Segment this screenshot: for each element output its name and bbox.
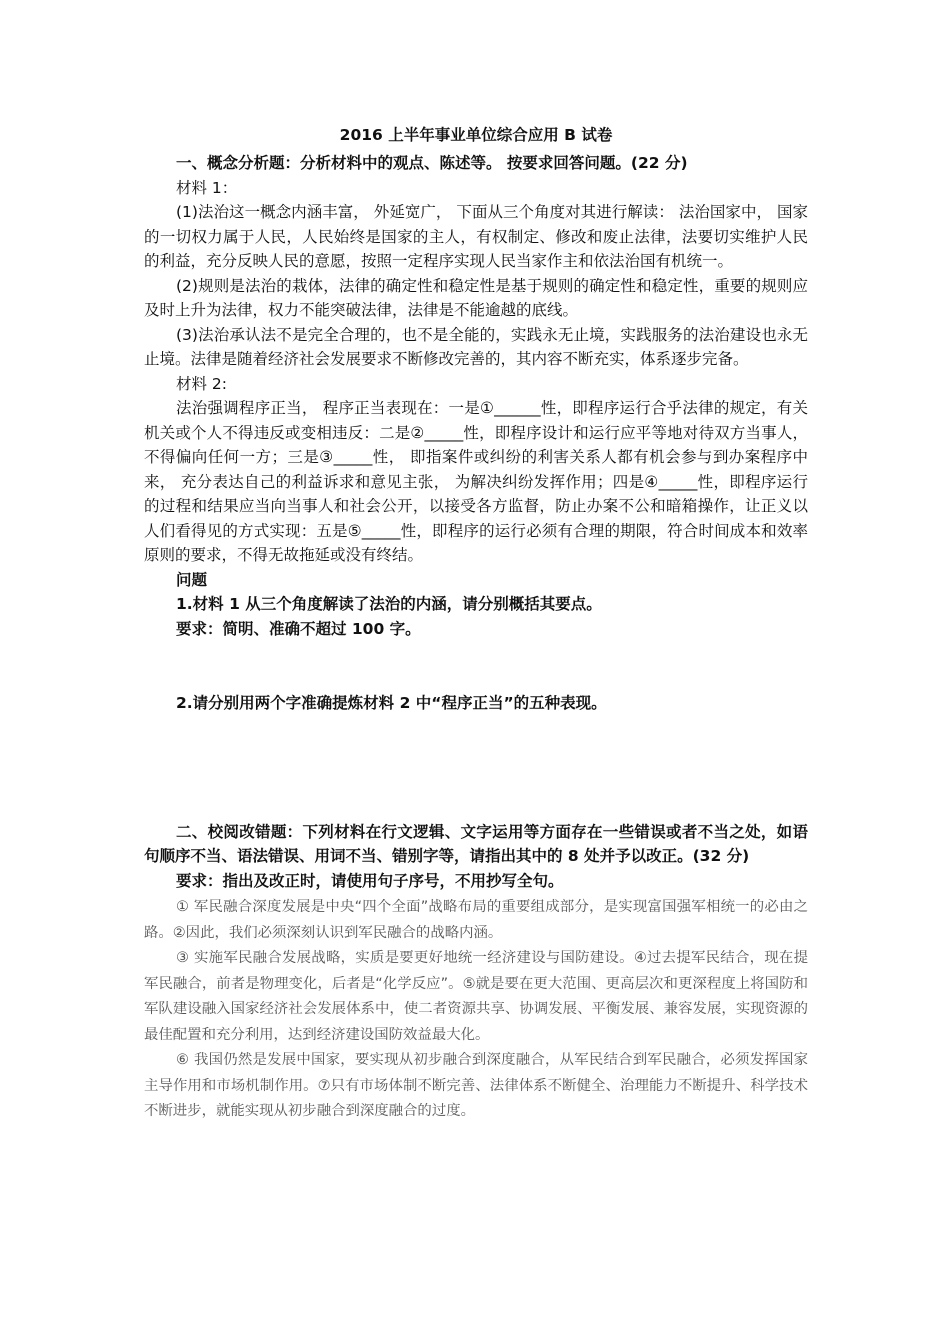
proofread-paragraph-1: ① 军民融合深度发展是中央“四个全面”战略布局的重要组成部分，是实现富国强军相统一的必由之路。②因此，我们必须深刻认识到军民融合的战略内涵。 [144,899,808,941]
material1-paragraph-2: (2)规则是法治的栽体，法律的确定性和稳定性是基于规则的确定性和稳定性，重要的规则应及时上升为法律，权力不能突破法律，法律是不能逾越的底线。 [144,276,808,319]
material1-paragraph-1: (1)法治这一概念内涵丰富， 外延宽广， 下面从三个角度对其进行解读： 法治国家中， 国家的一切权力属于人民，人民始终是国家的主人，有权制定、修改和废止法律，法要切实维护人民的利益，充分反映人民的意愿，按照一定程序实现人民当家作主和依法治国有机统一。 [144,203,808,270]
document-title: 2016 上半年事业单位综合应用 B 试卷 [339,126,613,144]
question-2: 2.请分别用两个字准确提炼材料 2 中“程序正当”的五种表现。 [176,694,607,712]
question-1-requirement: 要求：简明、准确不超过 100 字。 [176,619,421,638]
section2-heading: 二、校阅改错题：下列材料在行文逻辑、文字运用等方面存在一些错误或者不当之处，如语句顺序不当、语法错误、用词不当、错别字等，请指出其中的 8 处并予以改正。(32 分) [144,822,808,865]
questions-label: 问题 [176,570,208,589]
section1-heading: 一、概念分析题：分析材料中的观点、陈述等。 按要求回答问题。(22 分) [176,154,688,172]
answer-space-2 [144,716,808,820]
section2-requirement: 要求：指出及改正时，请使用句子序号，不用抄写全句。 [176,871,564,890]
material1-label: 材料 1： [176,178,238,197]
proofread-paragraph-3: ⑥ 我国仍然是发展中国家，要实现从初步融合到深度融合，从军民结合到军民融合，必须发挥国家主导作用和市场机制作用。⑦只有市场体制不断完善、法律体系不断健全、治理能力不断提升、科学技术不断进步，就能实现从初步融合到深度融合的过度。 [144,1052,808,1119]
document-page [144,124,808,1125]
material2-label: 材料 2: [176,374,228,393]
material2-paragraph: 法治强调程序正当， 程序正当表现在：一是①______性，即程序运行合乎法律的规定，有关机关或个人不得违反或变相违反：二是②_____性，即程序设计和运行应平等地对待双方当事人，不得偏向任何一方；三是③_____性， 即指案件或纠纷的利害关系人都有机会参与到办案程序中来， 充分表达自己的利益诉求和意见主张， 为解决纠纷发挥作用；四是④_____性，即程序运行的过程和结果应当向当事人和社会公开，以接受各方监督，防止办案不公和暗箱操作，让正义以人们看得见的方式实现：五是⑤_____性，即程序的运行必须有合理的期限，符合时间成本和效率原则的要求，不得无故拖延或没有终结。 [144,399,808,564]
proofread-paragraph-2: ③ 实施军民融合发展战略，实质是要更好地统一经济建设与国防建设。④过去提军民结合，现在提军民融合，前者是物理变化，后者是“化学反应”。⑤就是要在更大范围、更高层次和更深程度上将国防和军队建设融入国家经济社会发展体系中，使二者资源共享、协调发展、平衡发展、兼容发展，实现资源的最佳配置和充分利用，达到经济建设国防效益最大化。 [144,950,808,1043]
answer-space-1 [144,641,808,691]
material1-paragraph-3: (3)法治承认法不是完全合理的，也不是全能的，实践永无止境，实践服务的法治建设也永无止境。法律是随着经济社会发展要求不断修改完善的，其内容不断充实，体系逐步完备。 [144,325,808,368]
question-1: 1.材料 1 从三个角度解读了法治的内涵，请分别概括其要点。 [176,595,602,613]
